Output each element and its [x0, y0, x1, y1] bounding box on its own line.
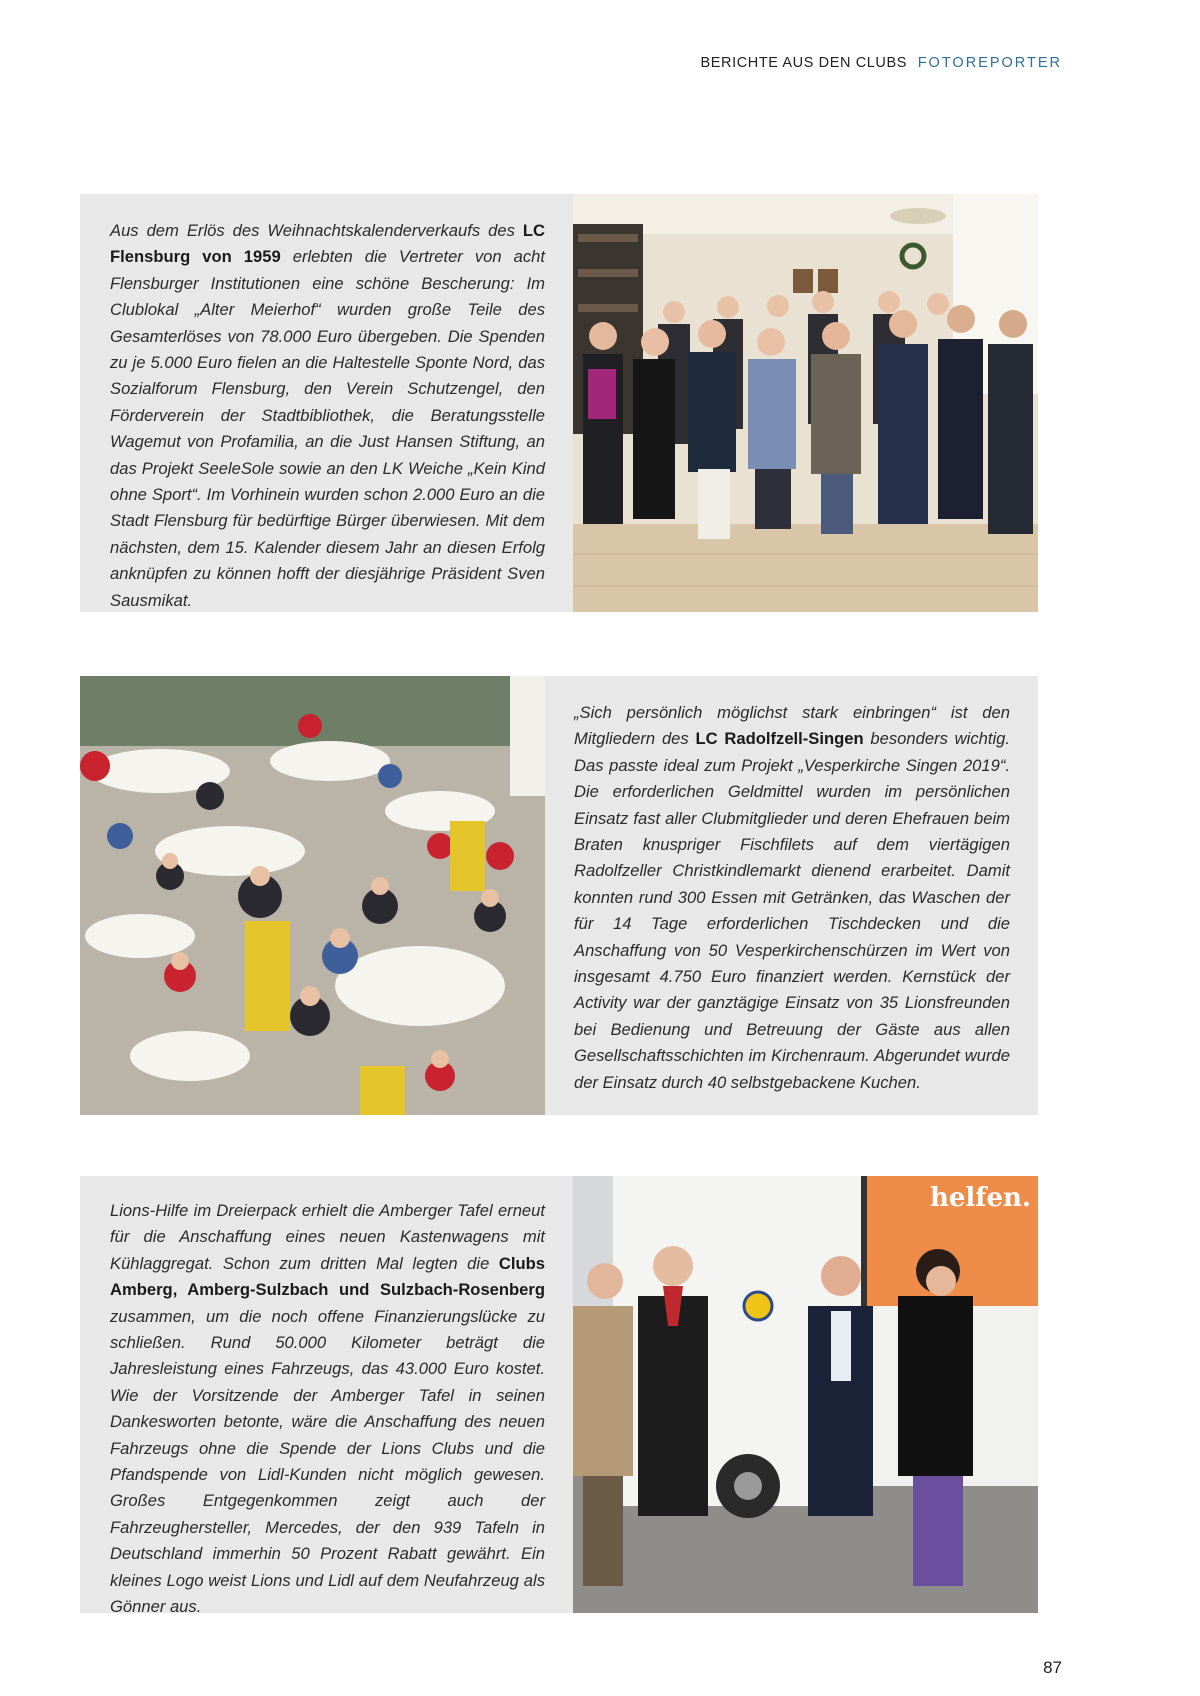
- article-radolfzell: [80, 676, 1038, 1115]
- club-name: LC Radolfzell-Singen: [695, 729, 864, 749]
- article-amberg-text: Lions-Hilfe im Dreierpack erhielt die Amberger Tafel erneut für die Anschaffung eines neuen Kastenwagens mit Kühlaggregat. Schon zum dritten Mal legten die Clubs Amberg, Amberg-Sulzbach und Sulzbach-Rosenberg zusammen, um die noch offene Finanzierungslücke zu schließen. Rund 50.000 Kilometer beträgt die Jahresleistung eines Fahrzeugs, das 43.000 Euro kostet. Wie der Vorsitzende der Amberger Tafel in seinen Dankesworten betonte, wäre die Anschaffung des neuen Fahrzeugs ohne die Spende der Lions Clubs und die Pfandspende von Lidl-Kunden nicht möglich gewesen. Großes Entgegenkommen zeigt auch der Fahrzeughersteller, Mercedes, der den 939 Tafeln in Deutschland immerhin 50 Prozent Rabatt gewährt. Ein kleines Logo weist Lions und Lidl auf dem Neufahrzeug als Gönner aus.: [110, 1201, 545, 1617]
- vesperkirche-photo: [80, 676, 545, 1115]
- group-photo: [573, 194, 1038, 612]
- van-lettering: helfen.: [929, 1183, 1031, 1213]
- article-flensburg-text: Aus dem Erlös des Weihnachtskalenderverkaufs des LC Flensburg von 1959 erlebten die Vertreter von acht Flensburger Institutionen eine schöne Bescherung: Im Clublokal „Alter Meierhof“ wurden große Teile des Gesamterlöses von 78.000 Euro übergeben. Die Spenden zu je 5.000 Euro fielen an die Haltestelle Sponte Nord, das Sozialforum Flensburg, den Verein Schutzengel, den Förderverein der Stadtbibliothek, die Beratungsstelle Wagemut von Profamilia, an die Just Hansen Stiftung, an das Projekt SeeleSole sowie an den LK Weiche „Kein Kind ohne Sport“. Im Vorhinein wurden schon 2.000 Euro an die Stadt Flensburg für bedürftige Bürger überwiesen. Mit dem nächsten, dem 15. Kalender diesem Jahr an diesen Erfolg anknüpfen zu können hofft der diesjährige Präsident Sven Sausmikat.: [110, 221, 546, 610]
- article-amberg: [80, 1176, 1038, 1617]
- running-header: [700, 55, 1062, 71]
- header-category: FOTOREPORTER: [917, 55, 1062, 71]
- article-radolfzell-text: „Sich persönlich möglichst stark einbringen“ ist den Mitgliedern des LC Radolfzell-Singen besonders wichtig. Das passte ideal zum Projekt „Vesperkirche Singen 2019“. Die erforderlichen Geldmittel wurden im persönlichen Einsatz fast aller Clubmitglieder und deren Ehefrauen beim Braten knuspriger Fischfilets auf dem viertägigen Radolfzeller Christkindlemarkt dienend erarbeitet. Damit konnten rund 300 Essen mit Getränken, das Waschen der für 14 Tage erforderlichen Tischdecken und die Anschaffung von 50 Vesperkirchenschürzen im Wert von insgesamt 4.750 Euro finanziert werden. Kernstück der Activity war der ganztägige Einsatz von 35 Lionsfreunden bei Bedienung und Betreuung der Gäste aus allen Gesellschaftsschichten im Kirchenraum. Abgerundet wurde der Einsatz durch 40 selbstgebackene Kuchen.: [574, 703, 1011, 1092]
- van-handover-photo: [573, 1176, 1038, 1613]
- page-number: 87: [1043, 1658, 1062, 1677]
- header-section: BERICHTE AUS DEN CLUBS: [700, 55, 908, 71]
- club-name: LC Flensburg von 1959: [110, 221, 545, 267]
- club-names: Clubs Amberg, Amberg-Sulzbach und Sulzbach-Rosenberg: [110, 1253, 545, 1300]
- article-flensburg: [80, 194, 1038, 612]
